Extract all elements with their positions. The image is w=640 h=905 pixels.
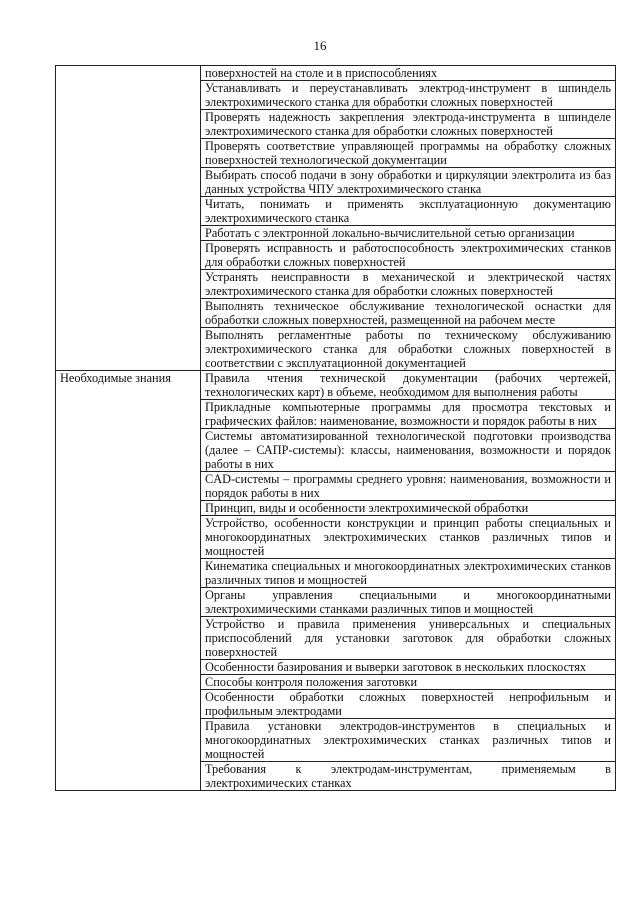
table-cell: Органы управления специальными и многокоординатными электрохимическими станками различных типов и мощностей — [201, 588, 616, 617]
table-cell: Особенности обработки сложных поверхностей непрофильным и профильным электродами — [201, 690, 616, 719]
table-cell: Правила установки электродов-инструментов в специальных и многокоординатных электрохимических станках различных типов и мощностей — [201, 719, 616, 762]
table-row — [56, 66, 616, 81]
table-cell: Кинематика специальных и многокоординатных электрохимических станков различных типов и мощностей — [201, 559, 616, 588]
table-cell: Правила чтения технической документации (рабочих чертежей, технологических карт) в объеме, необходимом для выполнения работы — [201, 371, 616, 400]
table-row — [56, 371, 616, 400]
table-cell: Проверять исправность и работоспособность электрохимических станков для обработки сложных поверхностей — [201, 241, 616, 270]
table-cell: Прикладные компьютерные программы для просмотра текстовых и графических файлов: наименование, возможности и порядок работы в них — [201, 400, 616, 429]
table-cell: Проверять соответствие управляющей программы на обработку сложных поверхностей технологической документации — [201, 139, 616, 168]
table-cell: Читать, понимать и применять эксплуатационную документацию электрохимического станка — [201, 197, 616, 226]
page-number: 16 — [313, 38, 327, 53]
table-cell: Устройство, особенности конструкции и принцип работы специальных и многокоординатных электрохимических станков различных типов и мощностей — [201, 516, 616, 559]
skills-knowledge-table — [55, 65, 616, 791]
table-cell: Принцип, виды и особенности электрохимической обработки — [201, 501, 616, 516]
table-cell: Выполнять регламентные работы по техническому обслуживанию электрохимического станка для обработки сложных поверхностей в соответствии с эксплуатационной документацией — [201, 328, 616, 371]
table-cell: Устройство и правила применения универсальных и специальных приспособлений для установки заготовок для обработки сложных поверхностей — [201, 617, 616, 660]
table-cell: Устранять неисправности в механической и электрической частях электрохимического станка для обработки сложных поверхностей — [201, 270, 616, 299]
table-cell: Проверять надежность закрепления электрода-инструмента в шпинделе электрохимического станка для обработки сложных поверхностей — [201, 110, 616, 139]
table-cell: Требования к электродам-инструментам, применяемым в электрохимических станках — [201, 762, 616, 791]
table-cell: поверхностей на столе и в приспособлениях — [201, 66, 616, 81]
table-cell: Выполнять техническое обслуживание технологической оснастки для обработки сложных поверхностей, размещенной на рабочем месте — [201, 299, 616, 328]
table-cell: Системы автоматизированной технологической подготовки производства (далее – САПР-системы): классы, наименования, возможности и порядок работы в них — [201, 429, 616, 472]
row-label-required-knowledge: Необходимые знания — [56, 371, 201, 791]
table-cell: Способы контроля положения заготовки — [201, 675, 616, 690]
table-cell: Выбирать способ подачи в зону обработки и циркуляции электролита из баз данных устройства ЧПУ электрохимического станка — [201, 168, 616, 197]
row-label-abilities — [56, 66, 201, 371]
table-cell: CAD-системы – программы среднего уровня: наименования, возможности и порядок работы в них — [201, 472, 616, 501]
table-cell: Устанавливать и переустанавливать электрод-инструмент в шпиндель электрохимического станка для обработки сложных поверхностей — [201, 81, 616, 110]
table-cell: Особенности базирования и выверки заготовок в нескольких плоскостях — [201, 660, 616, 675]
table-cell: Работать с электронной локально-вычислительной сетью организации — [201, 226, 616, 241]
